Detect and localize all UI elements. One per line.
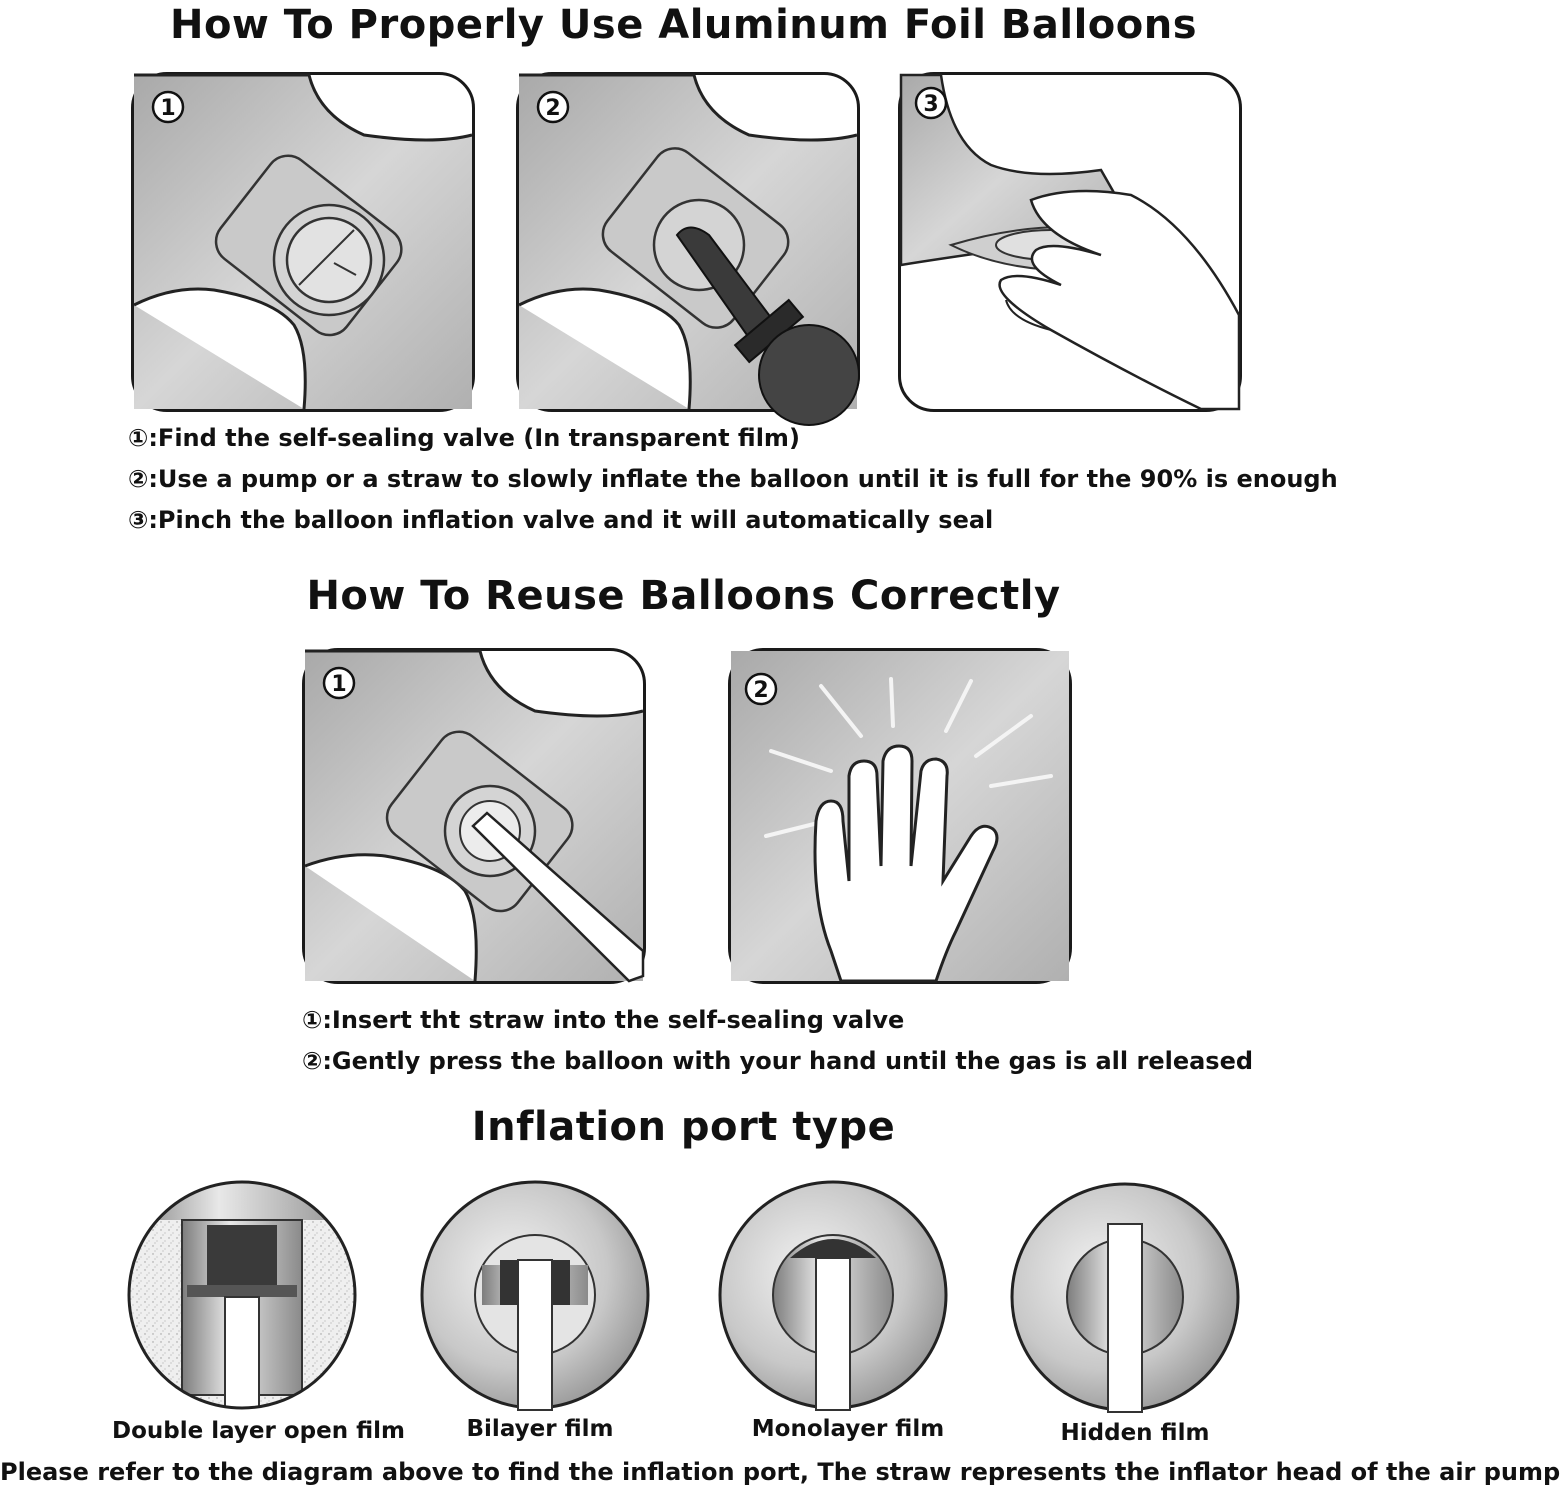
svg-text:2: 2 [753,678,769,703]
section1-step1-text: ①:Find the self-sealing valve (In transparent film) [128,424,800,452]
svg-text:3: 3 [923,92,939,117]
port-monolayer-film [718,1180,948,1410]
port-label-double-layer: Double layer open film [112,1418,406,1444]
reuse-step1-straw-panel [302,648,646,984]
section1-title: How To Properly Use Aluminum Foil Balloons [169,2,1198,48]
svg-text:2: 2 [545,96,561,121]
step1-find-valve-panel [131,72,475,412]
svg-text:1: 1 [331,672,347,697]
port-hidden-film [1010,1182,1240,1412]
svg-text:1: 1 [160,96,176,121]
port-label-monolayer: Monolayer film [751,1416,945,1442]
reuse-step2-press-panel [728,648,1072,984]
section1-step3-text: ③:Pinch the balloon inflation valve and it will automatically seal [128,506,994,534]
port-bilayer-film [420,1180,650,1410]
port-double-layer-open-film [127,1180,357,1410]
section3-title: Inflation port type [471,1104,896,1150]
port-label-bilayer: Bilayer film [466,1416,614,1442]
section2-title: How To Reuse Balloons Correctly [306,573,1061,619]
step2-inflate-panel [516,72,860,412]
port-label-hidden: Hidden film [1060,1420,1210,1446]
footer-note: Please refer to the diagram above to find the inflation port, The straw represents the inflator head of the air pump [0,1458,1560,1486]
step3-seal-panel [898,72,1242,412]
section2-step2-text: ②:Gently press the balloon with your hand until the gas is all released [302,1047,1254,1075]
section2-step1-text: ①:Insert tht straw into the self-sealing valve [302,1006,905,1034]
section1-step2-text: ②:Use a pump or a straw to slowly inflate the balloon until it is full for the 90% is enough [128,465,1338,493]
